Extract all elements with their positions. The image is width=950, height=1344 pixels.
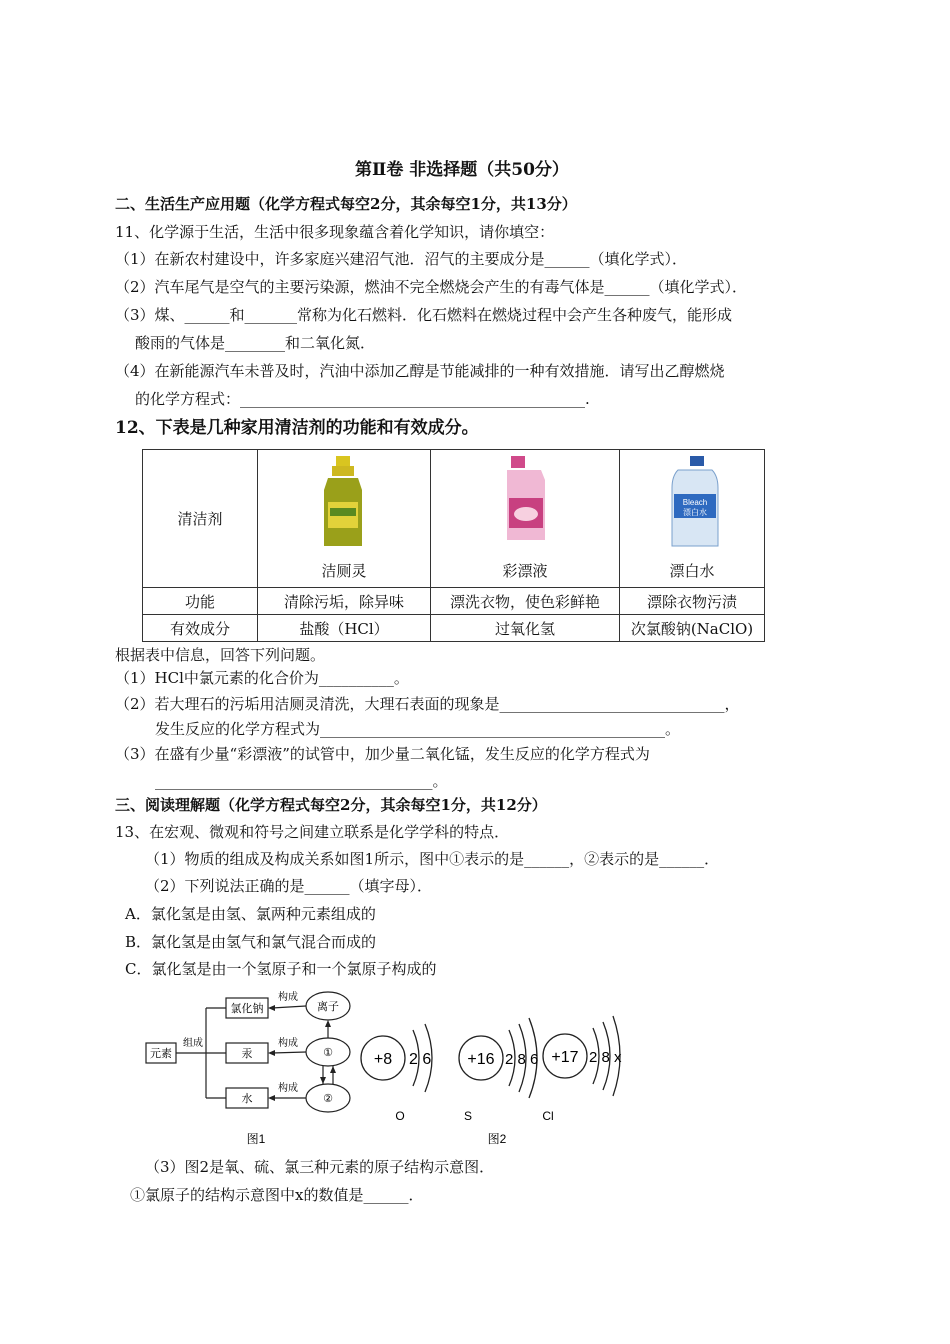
q12-part3b: _____________________________________。: [155, 772, 448, 790]
q13-part1: （1）物质的组成及构成关系如图1所示，图中①表示的是______，②表示的是______．: [145, 850, 720, 868]
part3-heading: 三、阅读理解题（化学方程式每空2分，其余每空1分，共12分）: [115, 796, 547, 814]
q12-stem: 12、下表是几种家用清洁剂的功能和有效成分。: [115, 418, 479, 438]
ingredient-3: 次氯酸钠(NaClO): [620, 615, 765, 642]
q11-part4a: （4）在新能源汽车未普及时，汽油中添加乙醇是节能减排的一种有效措施．请写出乙醇燃烧: [115, 362, 725, 380]
row-label-cleaner: 清洁剂: [143, 450, 258, 588]
q13-part3: （3）图2是氧、硫、氯三种元素的原子结构示意图．: [145, 1158, 495, 1176]
q13-part3-1: ①氯原子的结构示意图中x的数值是______．: [130, 1186, 424, 1204]
product-cell-1: [258, 450, 431, 588]
oxygen-nucleus: +8: [373, 1051, 393, 1068]
toilet-cleaner-bottle-icon: [314, 454, 374, 554]
q12-intro: 根据表中信息，回答下列问题。: [115, 646, 326, 664]
q11-part4b: 的化学方程式：______________________________________________.: [135, 390, 590, 408]
function-1: 清除污垢，除异味: [258, 588, 431, 615]
sulfur-shells: 2 8 6: [505, 1051, 539, 1068]
product-name-3: 漂白水: [669, 562, 715, 580]
product-name-1: 洁厕灵: [321, 562, 367, 580]
cleaner-table: [142, 449, 765, 642]
section-title: 第Ⅱ卷 非选择题（共50分）: [355, 160, 569, 180]
q11-part3a: （3）煤、______和_______常称为化石燃料．化石燃料在燃烧过程中会产生各种废气，能形成: [115, 306, 733, 324]
q11-part2: （2）汽车尾气是空气的主要污染源，燃油不完全燃烧会产生的有毒气体是______（填化学式）．: [115, 278, 748, 296]
fig1-water: 水: [241, 1093, 253, 1105]
color-bleach-bottle-icon: [501, 454, 551, 546]
fig1-composed: 组成: [183, 1038, 203, 1049]
chlorine-shells: 2 8 x: [589, 1049, 622, 1066]
fig1-nacl: 氯化钠: [230, 1003, 264, 1015]
part2-heading: 二、生活生产应用题（化学方程式每空2分，其余每空1分，共13分）: [115, 195, 577, 213]
fig1-constitute-2: 构成: [278, 1038, 298, 1049]
product-cell-3: [620, 450, 765, 588]
q13-stem: 13、在宏观、微观和符号之间建立联系是化学学科的特点．: [115, 823, 510, 841]
figure-1-diagram: [138, 988, 378, 1148]
ingredient-2: 过氧化氢: [431, 615, 620, 642]
sulfur-symbol: S: [463, 1109, 473, 1123]
row-label-ingredient: 有效成分: [143, 615, 258, 642]
fig1-circle-1: ①: [323, 1047, 333, 1059]
q12-part2b: 发生反应的化学方程式为______________________________________________。: [155, 720, 681, 738]
q11-stem: 11、化学源于生活，生活中很多现象蕴含着化学知识，请你填空：: [115, 223, 555, 241]
ingredient-1: 盐酸（HCl）: [258, 615, 431, 642]
q12-part1: （1）HCl中氯元素的化合价为__________。: [115, 669, 409, 687]
chlorine-symbol: Cl: [542, 1109, 554, 1123]
fig1-mercury: 汞: [241, 1048, 253, 1060]
q11-part1: （1）在新农村建设中，许多家庭兴建沼气池．沼气的主要成分是______（填化学式）．: [115, 250, 688, 268]
chlorine-nucleus: +17: [551, 1049, 579, 1066]
option-a: A．氯化氢是由氢、氯两种元素组成的: [125, 905, 376, 923]
bottle-label-bleach: Bleach: [682, 498, 708, 507]
fig1-constitute-1: 构成: [278, 992, 298, 1003]
fig1-ion: 离子: [317, 1001, 339, 1013]
q12-part3a: （3）在盛有少量“彩漂液”的试管中，加少量二氧化锰，发生反应的化学方程式为: [115, 745, 650, 763]
fig2-caption: 图2: [487, 1132, 507, 1146]
function-3: 漂除衣物污渍: [620, 588, 765, 615]
bottle-label-bleach-cn: 漂白水: [683, 508, 707, 517]
product-name-2: 彩漂液: [502, 562, 548, 580]
option-c: C．氯化氢是由一个氢原子和一个氯原子构成的: [125, 960, 437, 978]
fig1-constitute-3: 构成: [278, 1083, 298, 1094]
sulfur-nucleus: +16: [467, 1051, 495, 1068]
figure-2-diagram: [355, 988, 625, 1148]
fig1-element: 元素: [150, 1048, 172, 1060]
fig1-circle-2: ②: [323, 1093, 333, 1105]
fig1-caption: 图1: [246, 1132, 266, 1146]
row-label-function: 功能: [143, 588, 258, 615]
option-b: B．氯化氢是由氢气和氯气混合而成的: [125, 933, 377, 951]
oxygen-symbol: O: [395, 1109, 405, 1123]
q13-part2: （2）下列说法正确的是______（填字母）．: [145, 877, 433, 895]
bleach-water-bottle-icon: [666, 454, 722, 552]
function-2: 漂洗衣物，使色彩鲜艳: [431, 588, 620, 615]
product-cell-2: [431, 450, 620, 588]
oxygen-shells: 2 6: [409, 1051, 432, 1068]
q12-part2a: （2）若大理石的污垢用洁厕灵清洗，大理石表面的现象是______________________________，: [115, 695, 740, 713]
q11-part3b: 酸雨的气体是________和二氧化氮．: [135, 334, 376, 352]
